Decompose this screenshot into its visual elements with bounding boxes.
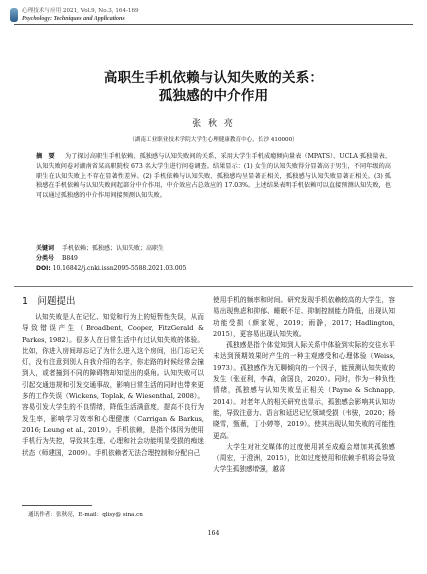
footnote: 通讯作者：张秋亮，E-mail：qlisy@ sina.cn: [28, 512, 143, 518]
abstract: [36, 152, 391, 201]
journal-header: [22, 7, 405, 23]
author-affiliation: （湖南工业职业技术学院大学生心理健康教育中心，长沙 410000）: [129, 137, 298, 143]
paper-title-line2: 孤独感的中介作用: [158, 88, 269, 104]
section-number: 1: [22, 296, 29, 307]
doi: [36, 264, 391, 274]
left-column: [22, 295, 204, 459]
header-rule: [14, 24, 413, 25]
abstract-label: 摘 要: [36, 153, 55, 160]
doi-label: DOI:: [36, 265, 51, 272]
author-name: 张 秋 亮: [192, 119, 235, 129]
classification-label: 分类号: [36, 255, 55, 262]
keywords-text: 手机依赖；孤独感；认知失败；高职生: [61, 245, 164, 252]
journal-logo-icon: [10, 8, 18, 22]
footnote-rule: [22, 505, 92, 506]
section-title: 问题提出: [37, 296, 76, 307]
keywords-label: 关键词: [36, 245, 55, 252]
classification-text: B849: [61, 255, 78, 262]
classification: [36, 254, 391, 264]
right-column: [213, 295, 395, 476]
doi-text: 10.16842/j.cnki.issn2095-5588.2021.03.005: [52, 265, 187, 272]
paragraph: 大学生对社交媒体的过度使用甚至成瘾会增加其孤独感（周宏，于澄洲，2015），比如过度使用和依赖手机将会导致大学生孤独感增强，越喜: [213, 442, 395, 474]
journal-english-title: Psychology: Techniques and Applications: [22, 16, 125, 22]
paper-title-line1: 高职生手机依赖与认知失败的关系：: [103, 70, 324, 86]
paragraph: 使用手机的频率和时间。研究发现手机依赖较高的大学生，容易出现焦虑和抑郁、睡眠不足、抑制控制能力降低，出现认知功能受损（颜家妮，2019；雨静，2017；Hadlington, 2015），更容易出现认知失败。: [213, 296, 395, 338]
page-number: 164: [207, 530, 220, 537]
journal-info: 心理技术与应用 2021, Vol.9, No.3, 164-169: [22, 8, 139, 14]
section-heading: [22, 295, 204, 309]
abstract-rule: [14, 286, 413, 287]
paragraph: 孤独感是指个体觉知到人际关系中体验到实际的交往水平未达到预期效果时产生的一种主观感受和心理体验（Weiss, 1973）。孤独感作为无聊倾向的一个因子，能预测认知失败的发生（张亚利，李森，俞国良，2020）。同时，作为一种负性情绪，孤独感与认知失败呈正相关（Payne & Schnapp, 2014）。对老年人的相关研究也显示，孤独感会影响其认知功能，导致注意力、语言和延迟记忆领域受损（韦骏，2020；杨晓雪，甄薇，丁小婷等，2019）。使其出现认知失败的可能性更高。: [213, 341, 395, 440]
keywords: [36, 244, 391, 254]
paragraph: 认知失败是人在记忆、知觉和行为上的短暂性失误，从而导致错误产生（Broadbent, Cooper, FitzGerald & Parkes, 1982）。很多人在日常生活中有过认知失败的体验。比如，你进入房间却忘记了为什么进入这个房间，出门忘记关灯，没有注意到别人自我介绍的名字，你走路的时候经常会撞到人，或者撞到不同的障碍物却知觉出的桌角。认知失败可以引起交通违规和引发交通事故，影响日常生活的同时也带来更多的工作失误（Wickens, Toplak, & Wiesenthal, 2008）。容易引发大学生的不良情绪，降低生活满意度，提高不良行为发生率，影响学习效率和心理健康（Carrigan & Barkus, 2016; Leung et al., 2019）。手机依赖，是指个体因为使用手机行为失控，导致其生理、心理和社会功能明显受损的痴迷状态（师建国，2009）。手机依赖者无法合理控制和分配自己: [22, 313, 204, 457]
abstract-text: 为了探讨高职生手机依赖、孤独感与认知失败间的关系，采用大学生手机成瘾倾向量表（MPATS）、UCLA 孤独量表、认知失败问卷对湖南省某高职院校 673 名大学生进行问卷调查。结果显示：(1) 女生的认知失败得分显著高于男生，不同年级的高职生在认知失败上不存在显著性差异。(2) 手机依赖与认知失败、孤独感均呈显著正相关，孤独感与认知失败显著正相关。(3) 孤独感在手机依赖与认知失败间起部分中介作用，中介效应占总效应的 17.03%。上述结果表明手机依赖可以直接预测认知失败，也可以通过孤独感的中介作用间接预测认知失败。: [36, 153, 392, 200]
